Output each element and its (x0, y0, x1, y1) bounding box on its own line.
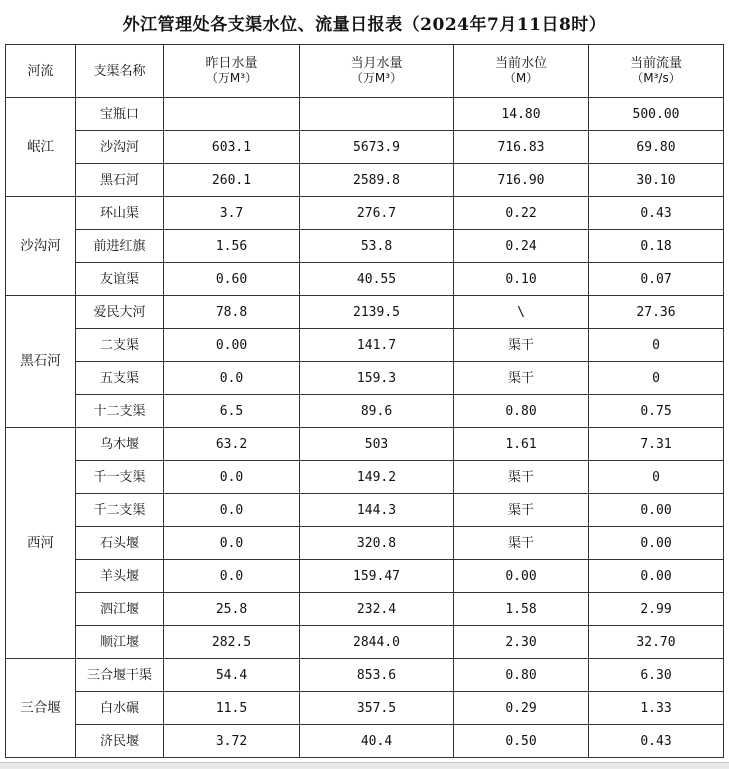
month-volume-cell: 159.47 (300, 560, 454, 593)
water-level-cell: 0.80 (454, 659, 589, 692)
canal-name-cell: 爱民大河 (76, 296, 164, 329)
month-volume-cell: 5673.9 (300, 131, 454, 164)
table-row (6, 362, 724, 395)
month-volume-cell: 144.3 (300, 494, 454, 527)
river-name-cell: 黑石河 (6, 296, 76, 428)
table-row (6, 197, 724, 230)
water-level-cell: 716.90 (454, 164, 589, 197)
table-row (6, 164, 724, 197)
water-level-cell: 0.00 (454, 560, 589, 593)
water-level-cell: 0.22 (454, 197, 589, 230)
table-row (6, 428, 724, 461)
yesterday-volume-cell: 0.0 (164, 560, 300, 593)
flow-rate-cell: 0 (589, 362, 724, 395)
table-row (6, 725, 724, 758)
yesterday-volume-cell: 260.1 (164, 164, 300, 197)
canal-name-cell: 黑石河 (76, 164, 164, 197)
flow-rate-cell: 0 (589, 461, 724, 494)
flow-rate-cell: 69.80 (589, 131, 724, 164)
flow-rate-cell: 0.00 (589, 527, 724, 560)
month-volume-cell: 40.4 (300, 725, 454, 758)
yesterday-volume-cell: 3.7 (164, 197, 300, 230)
month-volume-cell: 141.7 (300, 329, 454, 362)
flow-rate-cell: 1.33 (589, 692, 724, 725)
month-volume-cell: 853.6 (300, 659, 454, 692)
yesterday-volume-cell: 0.0 (164, 494, 300, 527)
canal-name-cell: 前进红旗 (76, 230, 164, 263)
table-row (6, 230, 724, 263)
flow-rate-cell: 2.99 (589, 593, 724, 626)
flow-rate-cell: 7.31 (589, 428, 724, 461)
water-level-cell: 渠干 (454, 461, 589, 494)
month-volume-cell: 2139.5 (300, 296, 454, 329)
canal-name-cell: 宝瓶口 (76, 98, 164, 131)
month-volume-cell: 320.8 (300, 527, 454, 560)
header-level (454, 45, 589, 98)
river-name-cell: 三合堰 (6, 659, 76, 758)
flow-rate-cell: 0.18 (589, 230, 724, 263)
yesterday-volume-cell: 603.1 (164, 131, 300, 164)
canal-name-cell: 石头堰 (76, 527, 164, 560)
table-row (6, 659, 724, 692)
month-volume-cell: 159.3 (300, 362, 454, 395)
canal-name-cell: 三合堰干渠 (76, 659, 164, 692)
month-volume-cell: 149.2 (300, 461, 454, 494)
water-level-cell: 渠干 (454, 329, 589, 362)
table-row (6, 296, 724, 329)
header-flow-unit: （M³/s） (631, 71, 681, 85)
flow-rate-cell: 30.10 (589, 164, 724, 197)
water-level-cell: 渠干 (454, 362, 589, 395)
yesterday-volume-cell: 6.5 (164, 395, 300, 428)
water-level-cell: 0.80 (454, 395, 589, 428)
canal-name-cell: 沙沟河 (76, 131, 164, 164)
canal-name-cell: 羊头堰 (76, 560, 164, 593)
header-yesterday-label: 昨日水量 (205, 56, 258, 71)
yesterday-volume-cell: 1.56 (164, 230, 300, 263)
river-name-cell: 岷江 (6, 98, 76, 197)
flow-rate-cell: 6.30 (589, 659, 724, 692)
water-level-cell: 渠干 (454, 527, 589, 560)
header-level-unit: （M） (503, 71, 539, 85)
flow-rate-cell: 0.43 (589, 725, 724, 758)
water-level-cell: 14.80 (454, 98, 589, 131)
table-row (6, 494, 724, 527)
water-level-cell: 1.58 (454, 593, 589, 626)
table-row (6, 593, 724, 626)
month-volume-cell (300, 98, 454, 131)
yesterday-volume-cell: 54.4 (164, 659, 300, 692)
flow-rate-cell: 0.75 (589, 395, 724, 428)
header-month-label: 当月水量 (350, 56, 403, 71)
yesterday-volume-cell: 78.8 (164, 296, 300, 329)
yesterday-volume-cell (164, 98, 300, 131)
header-flow-label: 当前流量 (629, 56, 682, 71)
table-row (6, 560, 724, 593)
header-level-label: 当前水位 (494, 56, 547, 71)
header-flow (589, 45, 724, 98)
month-volume-cell: 232.4 (300, 593, 454, 626)
table-row (6, 626, 724, 659)
river-name-cell: 沙沟河 (6, 197, 76, 296)
flow-rate-cell: 27.36 (589, 296, 724, 329)
water-level-cell: 渠干 (454, 494, 589, 527)
water-level-cell: 0.29 (454, 692, 589, 725)
header-yesterday (164, 45, 300, 98)
table-row (6, 263, 724, 296)
canal-name-cell: 五支渠 (76, 362, 164, 395)
water-level-cell: 0.24 (454, 230, 589, 263)
header-yesterday-unit: （万M³） (205, 71, 258, 85)
flow-rate-cell: 0.00 (589, 560, 724, 593)
yesterday-volume-cell: 25.8 (164, 593, 300, 626)
report-table (5, 44, 724, 758)
table-row (6, 692, 724, 725)
water-level-cell: 1.61 (454, 428, 589, 461)
table-row (6, 131, 724, 164)
yesterday-volume-cell: 0.0 (164, 461, 300, 494)
canal-name-cell: 千二支渠 (76, 494, 164, 527)
month-volume-cell: 89.6 (300, 395, 454, 428)
header-month (300, 45, 454, 98)
month-volume-cell: 276.7 (300, 197, 454, 230)
header-month-unit: （万M³） (350, 71, 403, 85)
canal-name-cell: 乌木堰 (76, 428, 164, 461)
canal-name-cell: 环山渠 (76, 197, 164, 230)
canal-name-cell: 千一支渠 (76, 461, 164, 494)
month-volume-cell: 53.8 (300, 230, 454, 263)
canal-name-cell: 十二支渠 (76, 395, 164, 428)
month-volume-cell: 357.5 (300, 692, 454, 725)
table-row (6, 395, 724, 428)
table-row (6, 527, 724, 560)
flow-rate-cell: 0 (589, 329, 724, 362)
canal-name-cell: 泗江堰 (76, 593, 164, 626)
yesterday-volume-cell: 0.00 (164, 329, 300, 362)
yesterday-volume-cell: 282.5 (164, 626, 300, 659)
header-row (6, 45, 724, 98)
yesterday-volume-cell: 63.2 (164, 428, 300, 461)
flow-rate-cell: 0.43 (589, 197, 724, 230)
river-name-cell: 西河 (6, 428, 76, 659)
flow-rate-cell: 500.00 (589, 98, 724, 131)
table-row (6, 461, 724, 494)
table-row (6, 329, 724, 362)
canal-name-cell: 白水碾 (76, 692, 164, 725)
table-row (6, 98, 724, 131)
flow-rate-cell: 0.00 (589, 494, 724, 527)
header-river: 河流 (6, 45, 76, 98)
canal-name-cell: 济民堰 (76, 725, 164, 758)
yesterday-volume-cell: 0.0 (164, 362, 300, 395)
water-level-cell: 2.30 (454, 626, 589, 659)
canal-name-cell: 顺江堰 (76, 626, 164, 659)
month-volume-cell: 503 (300, 428, 454, 461)
water-level-cell: 716.83 (454, 131, 589, 164)
yesterday-volume-cell: 0.0 (164, 527, 300, 560)
header-canal: 支渠名称 (76, 45, 164, 98)
flow-rate-cell: 32.70 (589, 626, 724, 659)
water-level-cell: \ (454, 296, 589, 329)
month-volume-cell: 2589.8 (300, 164, 454, 197)
month-volume-cell: 2844.0 (300, 626, 454, 659)
yesterday-volume-cell: 3.72 (164, 725, 300, 758)
yesterday-volume-cell: 11.5 (164, 692, 300, 725)
canal-name-cell: 友谊渠 (76, 263, 164, 296)
flow-rate-cell: 0.07 (589, 263, 724, 296)
water-level-cell: 0.50 (454, 725, 589, 758)
canal-name-cell: 二支渠 (76, 329, 164, 362)
yesterday-volume-cell: 0.60 (164, 263, 300, 296)
report-title: 外江管理处各支渠水位、流量日报表（2024年7月11日8时） (122, 14, 607, 35)
water-level-cell: 0.10 (454, 263, 589, 296)
month-volume-cell: 40.55 (300, 263, 454, 296)
